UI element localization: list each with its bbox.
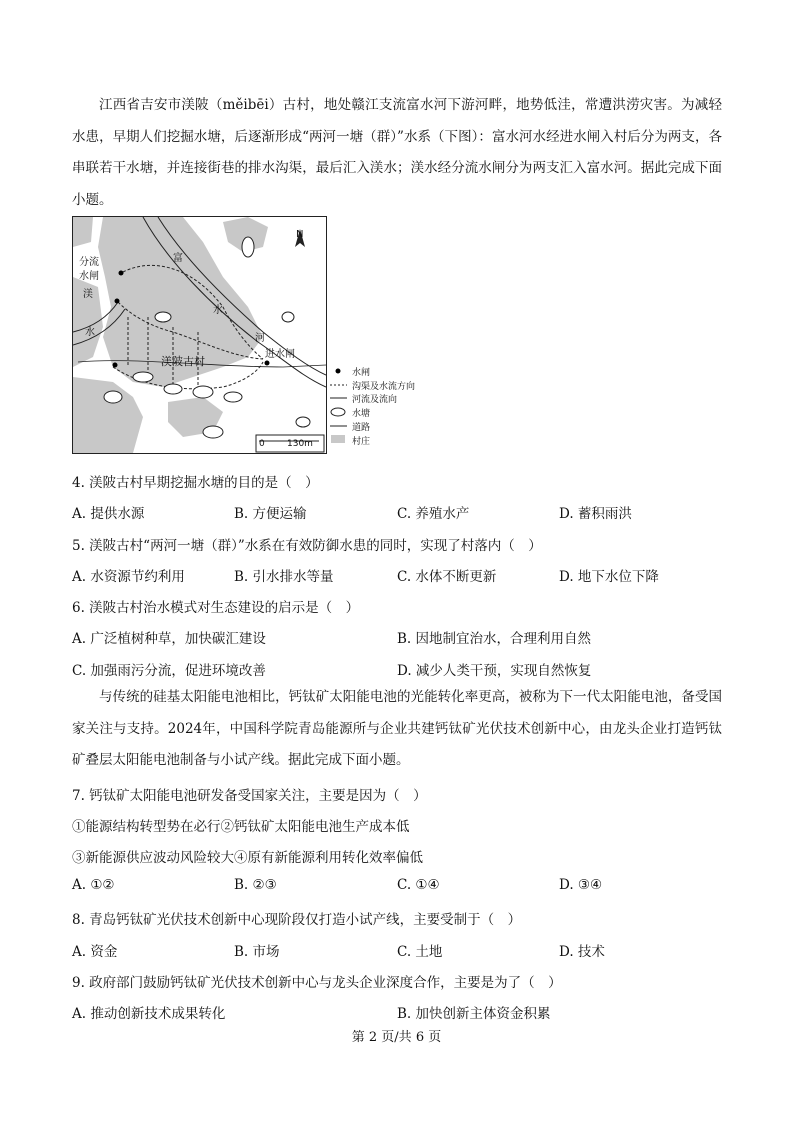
scale-zero: 0 — [259, 439, 265, 449]
q7-option-a[interactable]: A. ①② — [72, 877, 115, 893]
q8-option-d[interactable]: D. 技术 — [559, 944, 605, 960]
map-label-fenliu: 分流 — [79, 257, 99, 268]
q5-option-b[interactable]: B. 引水排水等量 — [234, 569, 334, 585]
map-label-he: 河 — [255, 333, 265, 344]
q7-option-c[interactable]: C. ①④ — [397, 877, 440, 893]
map-label-shui: 水 — [213, 305, 223, 316]
intro-paragraph-1: 江西省吉安市渼陂（měibēi）古村，地处赣江支流富水河下游河畔，地势低洼，常遭洪涝灾害。为减轻水患，早期人们挖掘水塘，后逐渐形成“两河一塘（群）”水系（下图）：富水河水经进水闸入村后分为两支，各串联若干水塘，并连接街巷的排水沟渠，最后汇入渼水；渼水经分流水闸分为两支汇入富水河。据此完成下面小题。 — [72, 97, 722, 208]
map-label-mei-shui: 水 — [85, 327, 95, 338]
question-5-stem: 5. 渼陂古村“两河一塘（群）”水系在有效防御水患的同时，实现了村落内（ ） — [72, 538, 542, 554]
question-4-stem: 4. 渼陂古村早期挖掘水塘的目的是（ ） — [72, 475, 319, 491]
q8-option-a[interactable]: A. 资金 — [72, 944, 118, 960]
q4-option-b[interactable]: B. 方便运输 — [234, 506, 307, 522]
q5-option-d[interactable]: D. 地下水位下降 — [559, 569, 659, 585]
q6-option-b[interactable]: B. 因地制宜治水，合理利用自然 — [397, 631, 592, 647]
q9-option-b[interactable]: B. 加快创新主体资金积累 — [397, 1006, 551, 1022]
legend-pond: 水塘 — [352, 409, 371, 419]
q6-option-c[interactable]: C. 加强雨污分流，促进环境改善 — [72, 663, 266, 679]
village-water-system-map — [72, 216, 432, 456]
q5-option-c[interactable]: C. 水体不断更新 — [397, 569, 497, 585]
question-8-stem: 8. 青岛钙钛矿光伏技术创新中心现阶段仅打造小试产线，主要受制于（ ） — [72, 912, 522, 928]
legend-village: 村庄 — [352, 437, 371, 447]
q4-option-c[interactable]: C. 养殖水产 — [397, 506, 470, 522]
intro-paragraph-2: 与传统的硅基太阳能电池相比，钙钛矿太阳能电池的光能转化率更高，被称为下一代太阳能电池，备受国家关注与支持。2024年，中国科学院青岛能源所与企业共建钙钛矿光伏技术创新中心，由龙头企业打造钙钛矿叠层太阳能电池制备与小试产线。据此完成下面小题。 — [72, 689, 722, 768]
legend-river: 河流及流向 — [352, 395, 398, 405]
q7-option-b[interactable]: B. ②③ — [234, 877, 277, 893]
q7-statement-line-2: ③新能源供应波动风险较大④原有新能源利用转化效率偏低 — [72, 850, 423, 866]
map-drawing — [73, 217, 326, 453]
q8-option-c[interactable]: C. 土地 — [397, 944, 443, 960]
legend-ditch: 沟渠及水流方向 — [352, 382, 416, 392]
page-footer: 第 2 页/共 6 页 — [351, 1030, 442, 1045]
q4-option-a[interactable]: A. 提供水源 — [72, 506, 145, 522]
question-6-stem: 6. 渼陂古村治水模式对生态建设的启示是（ ） — [72, 600, 360, 616]
map-label-mei: 渼 — [83, 289, 93, 300]
question-7-stem: 7. 钙钛矿太阳能电池研发备受国家关注，主要是因为（ ） — [72, 788, 427, 804]
map-frame — [72, 216, 327, 454]
map-label-shuizha: 水闸 — [79, 271, 99, 282]
q7-option-d[interactable]: D. ③④ — [559, 877, 603, 893]
map-label-village: 渼陂古村 — [161, 355, 205, 368]
legend-road: 道路 — [352, 423, 371, 433]
q6-option-a[interactable]: A. 广泛植树种草，加快碳汇建设 — [72, 631, 266, 647]
map-label-jinshuizha: 进水闸 — [265, 349, 295, 360]
question-9-stem: 9. 政府部门鼓励钙钛矿光伏技术创新中心与龙头企业深度合作，主要是为了（ ） — [72, 975, 562, 991]
q7-statement-line-1: ①能源结构转型势在必行②钙钛矿太阳能电池生产成本低 — [72, 819, 410, 835]
q9-option-a[interactable]: A. 推动创新技术成果转化 — [72, 1006, 226, 1022]
q4-option-d[interactable]: D. 蓄积雨洪 — [559, 506, 632, 522]
map-label-fu: 富 — [173, 253, 183, 264]
scale-label: 130m — [287, 439, 313, 449]
q6-option-d[interactable]: D. 减少人类干预，实现自然恢复 — [397, 663, 592, 679]
q8-option-b[interactable]: B. 市场 — [234, 944, 280, 960]
q5-option-a[interactable]: A. 水资源节约利用 — [72, 569, 185, 585]
legend-gate: 水闸 — [352, 368, 371, 378]
north-label: N — [296, 229, 304, 240]
